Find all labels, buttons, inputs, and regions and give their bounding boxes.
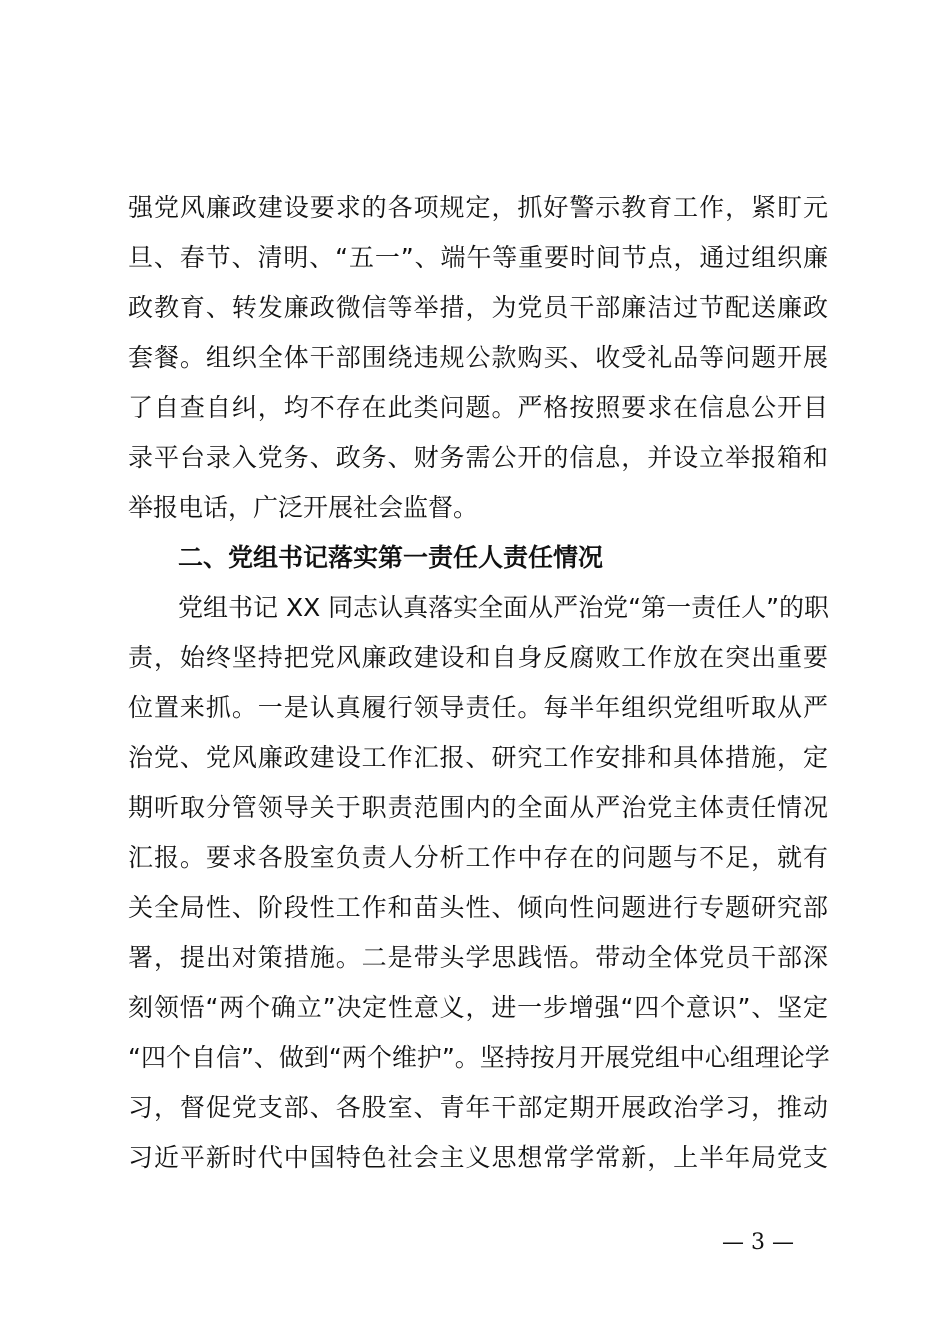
paragraph-1-line: 举报电话，广泛开展社会监督。	[128, 493, 479, 522]
paragraph-2-line: 治党、党风廉政建设工作汇报、研究工作安排和具体措施，定	[128, 743, 828, 772]
paragraph-2-line: 党组书记 XX 同志认真落实全面从严治党“第一责任人”的职	[178, 593, 830, 622]
paragraph-2-line: 责，始终坚持把党风廉政建设和自身反腐败工作放在突出重要	[128, 643, 828, 672]
paragraph-1-line: 录平台录入党务、政务、财务需公开的信息，并设立举报箱和	[128, 443, 828, 472]
paragraph-2-line: 汇报。要求各股室负责人分析工作中存在的问题与不足，就有	[128, 843, 828, 872]
paragraph-1-line: 套餐。组织全体干部围绕违规公款购买、收受礼品等问题开展	[128, 343, 828, 372]
paragraph-2-line: 刻领悟“两个确立”决定性意义，进一步增强“四个意识”、坚定	[128, 993, 828, 1022]
paragraph-1-line: 旦、春节、清明、“五一”、端午等重要时间节点，通过组织廉	[128, 243, 828, 272]
section-heading: 二、党组书记落实第一责任人责任情况	[178, 543, 604, 572]
paragraph-2-line: “四个自信”、做到“两个维护”。坚持按月开展党组中心组理论学	[128, 1043, 830, 1072]
paragraph-2-line: 位置来抓。一是认真履行领导责任。每半年组织党组听取从严	[128, 693, 828, 722]
paragraph-2-line: 关全局性、阶段性工作和苗头性、倾向性问题进行专题研究部	[128, 893, 828, 922]
paragraph-1-line: 政教育、转发廉政微信等举措，为党员干部廉洁过节配送廉政	[128, 293, 828, 322]
paragraph-2-line: 署，提出对策措施。二是带头学思践悟。带动全体党员干部深	[128, 943, 828, 972]
paragraph-2-line: 习，督促党支部、各股室、青年干部定期开展政治学习，推动	[128, 1093, 828, 1122]
paragraph-1-line: 强党风廉政建设要求的各项规定，抓好警示教育工作，紧盯元	[128, 193, 828, 222]
paragraph-2-line: 习近平新时代中国特色社会主义思想常学常新，上半年局党支	[128, 1143, 828, 1172]
page-number: — 3 —	[722, 1230, 794, 1255]
paragraph-2-line: 期听取分管领导关于职责范围内的全面从严治党主体责任情况	[128, 793, 828, 822]
paragraph-1-line: 了自查自纠，均不存在此类问题。严格按照要求在信息公开目	[128, 393, 828, 422]
